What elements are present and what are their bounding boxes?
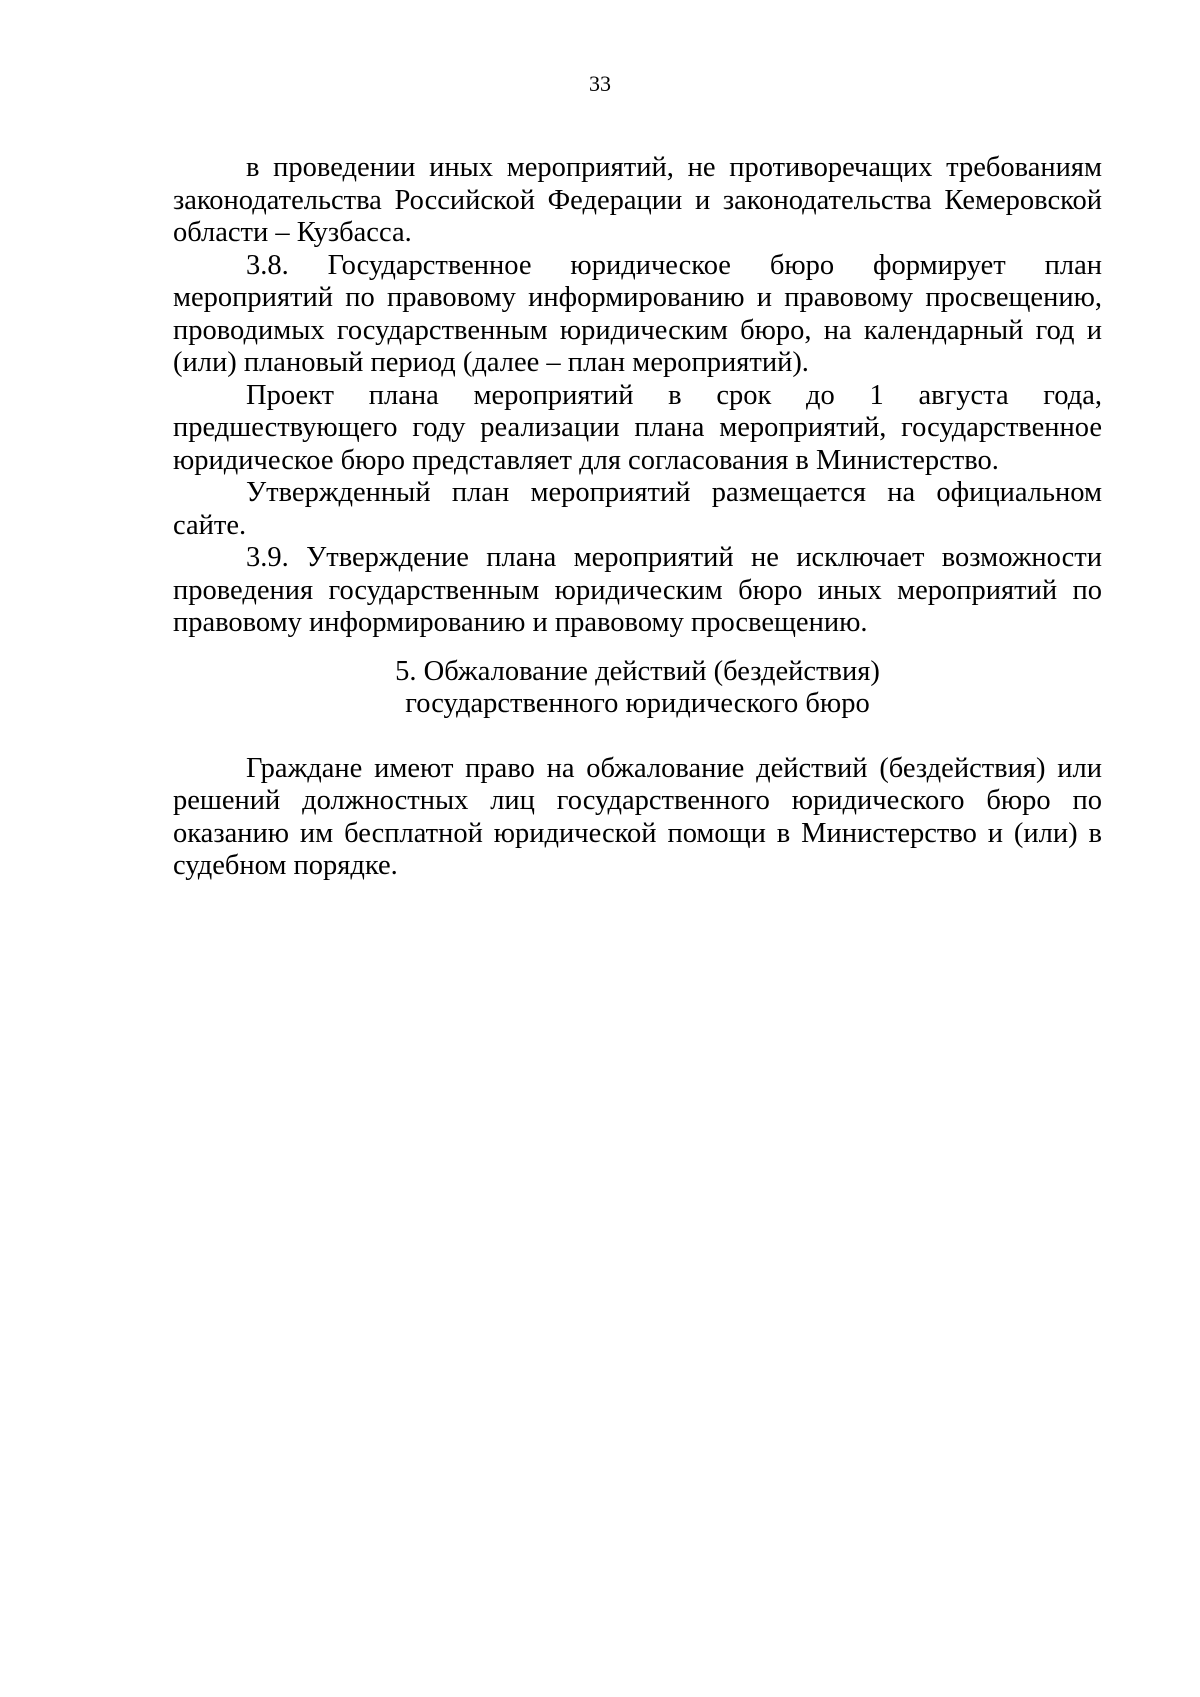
section-5-heading-line-2: государственного юридического бюро xyxy=(405,688,870,719)
document-body xyxy=(173,152,1102,883)
paragraph-plan-published: Утвержденный план мероприятий размещается на официальном сайте. xyxy=(173,477,1102,541)
page-number: 33 xyxy=(589,71,611,96)
paragraph-appeal-rights: Граждане имеют право на обжалование действий (бездействия) или решений должностных лиц государственного юридического бюро по оказанию им бесплатной юридической помощи в Министерство и (или) в судебном порядке. xyxy=(173,752,1102,881)
section-5-heading-line-1: 5. Обжалование действий (бездействия) xyxy=(395,655,880,687)
paragraph-plan-project: Проект плана мероприятий в срок до 1 августа года, предшествующего году реализации плана мероприятий, государственное юридическое бюро представляет для согласования в Министерство. xyxy=(173,379,1102,476)
section-5-heading xyxy=(173,656,1102,721)
paragraph-continuation: в проведении иных мероприятий, не противоречащих требованиям законодательства Российской Федерации и законодательства Кемеровской области – Кузбасса. xyxy=(173,152,1102,248)
paragraph-3-9: 3.9. Утверждение плана мероприятий не исключает возможности проведения государственным юридическим бюро иных мероприятий по правовому информированию и правовому просвещению. xyxy=(173,542,1102,638)
paragraph-3-8: 3.8. Государственное юридическое бюро формирует план мероприятий по правовому информированию и правовому просвещению, проводимых государственным юридическим бюро, на календарный год и (или) плановый период (далее – план мероприятий). xyxy=(173,249,1102,378)
